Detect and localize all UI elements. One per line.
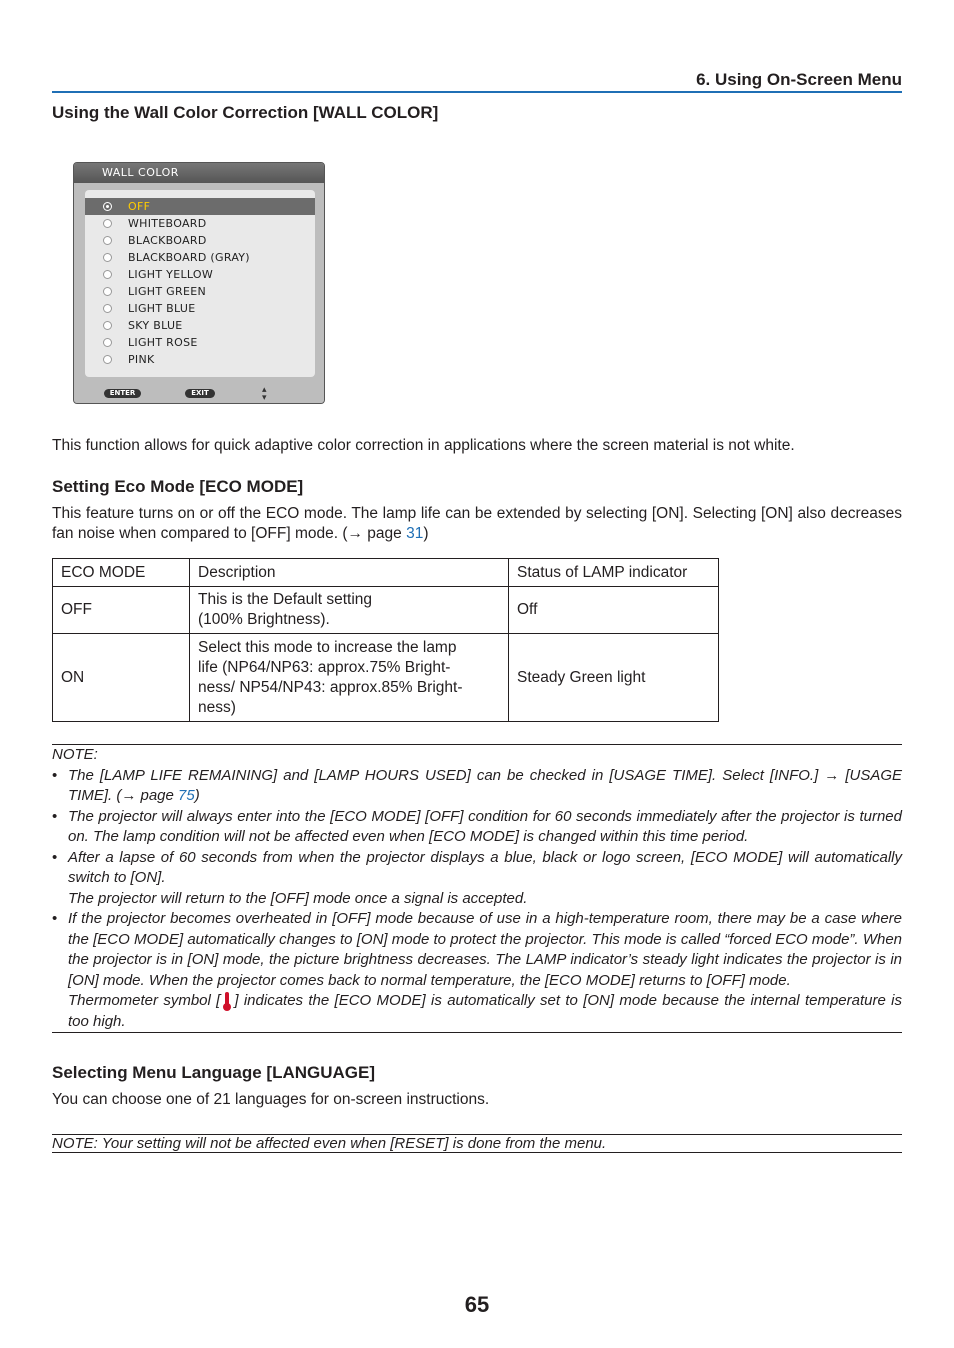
osd-option-light-green[interactable]: LIGHT GREEN	[85, 283, 315, 300]
eco-mode-table	[52, 558, 719, 722]
osd-option-blackboard-gray[interactable]: BLACKBOARD (GRAY)	[85, 249, 315, 266]
osd-option-light-rose[interactable]: LIGHT ROSE	[85, 334, 315, 351]
radio-icon	[103, 304, 112, 313]
radio-icon	[103, 236, 112, 245]
osd-option-sky-blue[interactable]: SKY BLUE	[85, 317, 315, 334]
page-number: 65	[464, 1292, 490, 1317]
eco-mode-heading: Setting Eco Mode [ECO MODE]	[52, 477, 304, 496]
table-row	[53, 634, 719, 722]
eco-mode-notes	[52, 744, 902, 1033]
table-header-cell: ECO MODE	[53, 559, 190, 587]
radio-icon	[103, 338, 112, 347]
language-heading: Selecting Menu Language [LANGUAGE]	[52, 1063, 376, 1082]
table-header-row	[53, 559, 719, 587]
table-cell-status: Steady Green light	[509, 634, 719, 722]
radio-icon	[103, 355, 112, 364]
language-note: NOTE: Your setting will not be affected even when [RESET] is done from the menu.	[52, 1134, 902, 1153]
table-header-cell: Status of LAMP indicator	[509, 559, 719, 587]
wall-color-description: This function allows for quick adaptive color correction in applications where the screen material is not white.	[52, 437, 795, 454]
table-cell-description: Select this mode to increase the lamp life (NP64/NP63: approx.75% Bright- ness/ NP54/NP43: approx.85% Bright- ness)	[190, 634, 509, 722]
osd-option-blackboard[interactable]: BLACKBOARD	[85, 232, 315, 249]
language-description: You can choose one of 21 languages for on-screen instructions.	[52, 1091, 490, 1108]
up-down-arrows-icon: ▴ ▾	[262, 384, 267, 402]
table-row	[53, 587, 719, 634]
osd-option-light-yellow[interactable]: LIGHT YELLOW	[85, 266, 315, 283]
wall-color-osd-menu	[73, 162, 325, 404]
radio-selected-icon	[103, 202, 112, 211]
page-31-link[interactable]: 31	[406, 525, 424, 542]
table-header-cell: Description	[190, 559, 509, 587]
osd-footer	[74, 383, 324, 403]
exit-key-badge: EXIT	[185, 389, 215, 398]
osd-title: WALL COLOR	[74, 163, 324, 183]
radio-icon	[103, 321, 112, 330]
radio-icon	[103, 253, 112, 262]
note-item: • After a lapse of 60 seconds from when the projector displays a blue, black or logo screen, [ECO MODE] will automatically switch to [ON].	[52, 848, 902, 886]
thermometer-icon	[222, 991, 232, 1011]
radio-icon	[103, 287, 112, 296]
note-continuation: Thermometer symbol [ ] indicates the [ECO MODE] is automatically set to [ON] mode because the internal temperature is too high.	[68, 992, 902, 1030]
table-cell-description: This is the Default setting (100% Brightness).	[190, 587, 509, 634]
radio-icon	[103, 270, 112, 279]
osd-option-light-blue[interactable]: LIGHT BLUE	[85, 300, 315, 317]
table-cell-mode: ON	[53, 634, 190, 722]
osd-options-panel	[85, 190, 315, 377]
wall-color-heading: Using the Wall Color Correction [WALL COLOR]	[52, 103, 439, 122]
note-item: • If the projector becomes overheated in [OFF] mode because of use in a high-temperature room, there may be a case where the [ECO MODE] automatically changes to [ON] mode to protect the projector. This mode is called “forced ECO mode”. When the projector is in [ON] mode, the picture brightness decreases. The LAMP indicator’s steady light indicates the projector is in [ON] mode. When the projector comes back to normal temperature, the [ECO MODE] returns to [OFF] mode.	[52, 910, 902, 989]
osd-option-off[interactable]: OFF	[85, 198, 315, 215]
table-cell-mode: OFF	[53, 587, 190, 634]
note-item: • The [LAMP LIFE REMAINING] and [LAMP HOURS USED] can be checked in [USAGE TIME]. Select [INFO.] → [USAGE TIME]. (→ page 75)	[52, 766, 902, 804]
note-title: NOTE:	[52, 746, 98, 763]
note-item: • The projector will always enter into the [ECO MODE] [OFF] condition for 60 seconds immediately after the projector is turned on. The lamp condition will not be affected even when [ECO MODE] is changed within this time period.	[52, 807, 902, 845]
eco-mode-description: This feature turns on or off the ECO mode. The lamp life can be extended by selecting [ON]. Selecting [ON] also decreases fan noise when compared to [OFF] mode. (→ page 31)	[52, 505, 902, 542]
page-75-link[interactable]: 75	[178, 787, 195, 804]
note-continuation: The projector will return to the [OFF] mode once a signal is accepted.	[68, 889, 528, 907]
enter-key-badge: ENTER	[104, 389, 141, 398]
radio-icon	[103, 219, 112, 228]
chapter-header: 6. Using On-Screen Menu	[52, 70, 902, 93]
osd-option-whiteboard[interactable]: WHITEBOARD	[85, 215, 315, 232]
table-cell-status: Off	[509, 587, 719, 634]
osd-option-pink[interactable]: PINK	[85, 351, 315, 368]
